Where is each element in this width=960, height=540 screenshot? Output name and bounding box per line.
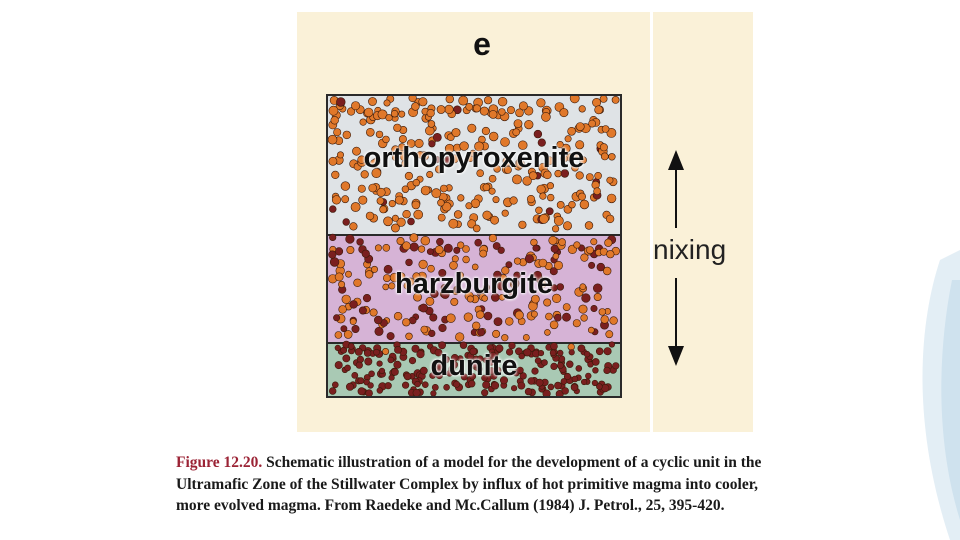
crystal-grain xyxy=(489,188,495,194)
crystal-grain xyxy=(449,219,458,228)
crystal-grain xyxy=(439,342,446,349)
crystal-grain xyxy=(562,313,570,321)
crystal-grain xyxy=(606,215,614,223)
crystal-grain xyxy=(432,384,438,390)
crystal-grain xyxy=(491,216,499,224)
crystal-grain xyxy=(394,124,402,132)
crystal-grain xyxy=(389,200,396,207)
crystal-grain xyxy=(394,312,402,320)
crystal-grain xyxy=(350,301,358,309)
crystal-grain xyxy=(446,96,454,103)
crystal-grain xyxy=(468,124,476,132)
crystal-grain xyxy=(606,331,613,338)
crystal-grain xyxy=(346,383,353,390)
crystal-grain xyxy=(358,185,365,192)
crystal-grain xyxy=(505,318,513,326)
crystal-grain xyxy=(466,103,473,110)
crystal-grain xyxy=(440,185,447,192)
crystal-grain xyxy=(362,250,370,258)
crystal-grain xyxy=(377,197,384,204)
crystal-grain xyxy=(562,388,569,395)
crystal-grain xyxy=(568,127,576,135)
crystal-grain xyxy=(579,305,587,313)
crystal-grain xyxy=(445,105,454,114)
crystal-grain xyxy=(553,253,559,259)
crystal-grain xyxy=(514,120,522,128)
crystal-grain xyxy=(523,177,532,186)
crystal-grain xyxy=(329,234,336,241)
crystal-grain xyxy=(335,332,342,339)
crystal-grain xyxy=(392,215,398,221)
crystal-grain xyxy=(510,197,518,205)
crystal-grain xyxy=(433,133,441,141)
crystal-grain xyxy=(419,98,427,106)
crystal-grain xyxy=(427,249,433,255)
crystal-grain xyxy=(549,236,557,244)
crystal-grain xyxy=(383,244,390,251)
crystal-grain xyxy=(413,179,420,186)
crystal-grain xyxy=(610,317,618,325)
crystal-grain xyxy=(344,330,352,338)
rock-column xyxy=(326,94,622,398)
crystal-grain xyxy=(478,329,485,336)
crystal-grain xyxy=(551,343,558,350)
crystal-grain xyxy=(509,342,516,349)
crystal-grain xyxy=(560,108,568,116)
crystal-grain xyxy=(380,206,387,213)
crystal-grain xyxy=(544,329,550,335)
crystal-grain xyxy=(489,175,496,182)
crystal-grain xyxy=(545,313,552,320)
crystal-grain xyxy=(463,256,470,263)
crystal-grain xyxy=(571,384,578,391)
crystal-grain xyxy=(599,309,606,316)
crystal-grain xyxy=(516,109,524,117)
crystal-grain xyxy=(507,106,514,113)
crystal-grain xyxy=(413,389,420,396)
crystal-grain xyxy=(492,330,499,337)
crystal-grain xyxy=(473,105,480,112)
crystal-grain xyxy=(502,210,509,217)
crystal-grain xyxy=(357,239,364,246)
crystal-grain xyxy=(447,314,456,323)
crystal-grain xyxy=(454,211,462,219)
crystal-grain xyxy=(366,212,374,220)
crystal-grain xyxy=(351,102,359,110)
crystal-grain xyxy=(428,120,435,127)
crystal-grain xyxy=(406,259,413,266)
crystal-grain xyxy=(537,99,546,108)
crystal-grain xyxy=(525,255,533,263)
crystal-grain xyxy=(406,333,413,340)
crystal-grain xyxy=(452,128,460,136)
crystal-grain xyxy=(554,216,563,225)
crystal-grain xyxy=(346,235,355,244)
orthopyroxenite-label: orthopyroxenite xyxy=(363,142,585,174)
crystal-grain xyxy=(431,391,437,396)
crystal-grain xyxy=(481,389,488,396)
crystal-grain xyxy=(339,306,347,314)
crystal-grain xyxy=(563,304,570,311)
crystal-grain xyxy=(350,319,356,325)
crystal-grain xyxy=(489,110,497,118)
crystal-grain xyxy=(483,184,490,191)
crystal-grain xyxy=(585,222,593,230)
crystal-grain xyxy=(552,226,559,233)
crystal-grain xyxy=(408,218,415,225)
crystal-grain xyxy=(541,112,550,121)
crystal-grain xyxy=(525,388,532,395)
crystal-grain xyxy=(539,214,548,223)
crystal-grain xyxy=(579,106,586,113)
crystal-grain xyxy=(414,210,423,219)
crystal-grain xyxy=(455,333,464,342)
crystal-grain xyxy=(589,120,596,127)
decorative-swoosh xyxy=(880,240,960,540)
crystal-grain xyxy=(384,217,393,226)
crystal-grain xyxy=(368,97,376,105)
crystal-grain xyxy=(464,313,473,322)
crystal-grain xyxy=(351,202,360,211)
crystal-grain xyxy=(515,311,523,319)
crystal-grain xyxy=(432,189,441,198)
crystal-grain xyxy=(333,315,339,321)
crystal-grain xyxy=(429,330,436,337)
crystal-grain xyxy=(343,219,350,226)
crystal-grain xyxy=(329,106,338,115)
crystal-grain xyxy=(484,312,492,320)
crystal-grain xyxy=(595,106,603,114)
caption-figure-ref: Figure 12.20. xyxy=(176,454,263,471)
crystal-grain xyxy=(570,96,579,103)
crystal-grain xyxy=(395,196,403,204)
crystal-grain xyxy=(452,256,458,262)
crystal-grain xyxy=(511,385,517,391)
crystal-grain xyxy=(412,201,420,209)
crystal-grain xyxy=(343,131,351,139)
crystal-grain xyxy=(498,247,505,254)
crystal-grain xyxy=(547,182,554,189)
crystal-grain xyxy=(581,254,589,262)
crystal-grain xyxy=(374,316,382,324)
crystal-grain xyxy=(412,103,420,111)
crystal-grain xyxy=(537,185,546,194)
crystal-grain xyxy=(384,100,390,106)
crystal-grain xyxy=(454,247,460,253)
crystal-grain xyxy=(435,246,443,254)
crystal-grain xyxy=(514,258,521,265)
crystal-grain xyxy=(554,382,561,389)
crystal-grain xyxy=(329,388,336,395)
crystal-grain xyxy=(540,193,547,200)
crystal-grain xyxy=(596,384,602,390)
crystal-grain xyxy=(586,247,593,254)
crystal-grain xyxy=(410,243,418,251)
crystal-grain xyxy=(581,315,588,322)
crystal-grain xyxy=(534,130,542,138)
crystal-grain xyxy=(403,210,411,218)
crystal-grain xyxy=(573,320,580,327)
crystal-grain xyxy=(377,388,383,394)
crystal-grain xyxy=(489,234,497,242)
crystal-grain xyxy=(369,184,377,192)
crystal-grain xyxy=(473,225,480,232)
crystal-grain xyxy=(391,110,398,117)
crystal-grain xyxy=(444,244,452,252)
crystal-grain xyxy=(601,384,609,392)
crystal-grain xyxy=(513,129,520,136)
crystal-grain xyxy=(386,114,393,121)
crystal-grain xyxy=(482,127,490,135)
crystal-grain xyxy=(576,123,584,131)
crystal-grain xyxy=(592,98,600,106)
crystal-grain xyxy=(420,304,428,312)
crystal-grain xyxy=(444,384,450,390)
crystal-grain xyxy=(438,199,445,206)
crystal-grain xyxy=(548,384,554,390)
crystal-grain xyxy=(563,222,571,230)
crystal-grain xyxy=(336,98,345,107)
crystal-grain xyxy=(476,311,484,319)
crystal-grain xyxy=(329,251,337,259)
crystal-grain xyxy=(554,314,561,321)
crystal-grain xyxy=(402,186,409,193)
crystal-grain xyxy=(512,175,521,184)
crystal-grain xyxy=(385,382,392,389)
crystal-grain xyxy=(331,116,339,124)
crystal-grain xyxy=(437,105,445,113)
crystal-grain xyxy=(607,177,613,183)
crystal-grain xyxy=(594,188,601,195)
crystal-grain xyxy=(438,214,445,221)
crystal-grain xyxy=(480,250,487,257)
crystal-grain xyxy=(352,325,359,332)
crystal-grain xyxy=(347,246,354,253)
crystal-grain xyxy=(387,332,394,339)
crystal-grain xyxy=(533,245,539,251)
crystal-grain xyxy=(580,200,589,209)
crystal-grain xyxy=(559,239,566,246)
dunite-label: dunite xyxy=(430,350,518,382)
crystal-grain xyxy=(591,305,597,311)
crystal-grain xyxy=(499,109,506,116)
crystal-grain xyxy=(539,259,547,267)
crystal-grain xyxy=(472,322,480,330)
crystal-grain xyxy=(612,96,619,103)
crystal-grain xyxy=(366,128,374,136)
crystal-grain xyxy=(458,195,465,202)
caption-text: Schematic illustration of a model for the development of a cyclic unit in the Ultramafic Zone of the Stillwater Complex by influx of hot primitive magma into cooler, more evolved magma. From Raedeke and Mc.Callum (1984) J. Petrol., 25, 395-420. xyxy=(176,454,762,514)
crystal-grain xyxy=(605,239,613,247)
crystal-grain xyxy=(358,388,365,395)
crystal-grain xyxy=(557,201,564,208)
crystal-grain xyxy=(609,342,615,348)
crystal-grain xyxy=(588,327,594,333)
crystal-grain xyxy=(391,224,399,232)
crystal-grain xyxy=(494,318,502,326)
crystal-grain xyxy=(607,250,615,258)
crystal-grain xyxy=(360,119,367,126)
crystal-grain xyxy=(342,196,349,203)
crystal-grain xyxy=(600,96,607,103)
crystal-grain xyxy=(484,96,492,104)
crystal-grain xyxy=(370,309,377,316)
crystal-grain xyxy=(523,334,529,340)
crystal-grain xyxy=(574,242,581,249)
crystal-grain xyxy=(397,237,404,244)
mixing-label: nixing xyxy=(653,234,727,265)
crystal-grain xyxy=(466,203,472,209)
harzburgite-label: harzburgite xyxy=(395,268,553,300)
crystal-grain xyxy=(502,334,509,341)
crystal-grain xyxy=(591,239,597,245)
crystal-grain xyxy=(430,314,437,321)
crystal-grain xyxy=(409,96,417,102)
crystal-grain xyxy=(425,126,434,135)
crystal-grain xyxy=(601,316,609,324)
crystal-grain xyxy=(459,96,468,105)
crystal-grain xyxy=(531,311,537,317)
crystal-grain xyxy=(439,324,447,332)
crystal-grain xyxy=(436,238,443,245)
crystal-grain xyxy=(330,258,339,267)
crystal-grain xyxy=(551,245,558,252)
crystal-grain xyxy=(519,221,527,229)
crystal-grain xyxy=(525,120,534,129)
crystal-grain xyxy=(359,307,366,314)
crystal-grain xyxy=(350,223,358,231)
crystal-grain xyxy=(518,382,525,389)
crystal-grain xyxy=(498,97,507,106)
crystal-grain xyxy=(377,188,385,196)
crystal-grain xyxy=(547,194,554,201)
crystal-grain xyxy=(410,234,418,242)
crystal-grain xyxy=(402,319,410,327)
crystal-grain xyxy=(527,195,535,203)
crystal-grain xyxy=(359,196,367,204)
crystal-grain xyxy=(493,196,499,202)
crystal-grain xyxy=(607,194,616,203)
crystal-grain xyxy=(421,236,430,245)
crystal-grain xyxy=(418,246,425,253)
crystal-grain xyxy=(569,201,576,208)
crystal-grain xyxy=(368,383,374,389)
crystal-grain xyxy=(475,239,482,246)
crystal-grain xyxy=(375,327,383,335)
crystal-grain xyxy=(489,132,498,141)
crystal-grain xyxy=(348,343,354,349)
crystal-grain xyxy=(536,207,543,214)
crystal-grain xyxy=(376,131,383,138)
crystal-grain xyxy=(421,186,430,195)
crystal-grain xyxy=(550,321,558,329)
crystal-grain xyxy=(421,326,428,333)
crystal-grain xyxy=(364,108,373,117)
crystal-grain xyxy=(480,107,488,115)
crystal-grain xyxy=(427,109,435,117)
crystal-grain xyxy=(341,182,350,191)
crystal-grain xyxy=(366,390,373,396)
crystal-grain xyxy=(332,196,341,205)
figure-caption xyxy=(176,452,796,517)
crystal-grain xyxy=(578,193,585,200)
crystal-grain xyxy=(375,245,381,251)
panel-letter: e xyxy=(473,26,491,62)
crystal-grain xyxy=(329,206,336,213)
crystal-grain xyxy=(483,211,492,220)
crystal-grain xyxy=(334,129,341,136)
crystal-grain xyxy=(460,342,467,349)
crystal-grain xyxy=(602,126,609,133)
